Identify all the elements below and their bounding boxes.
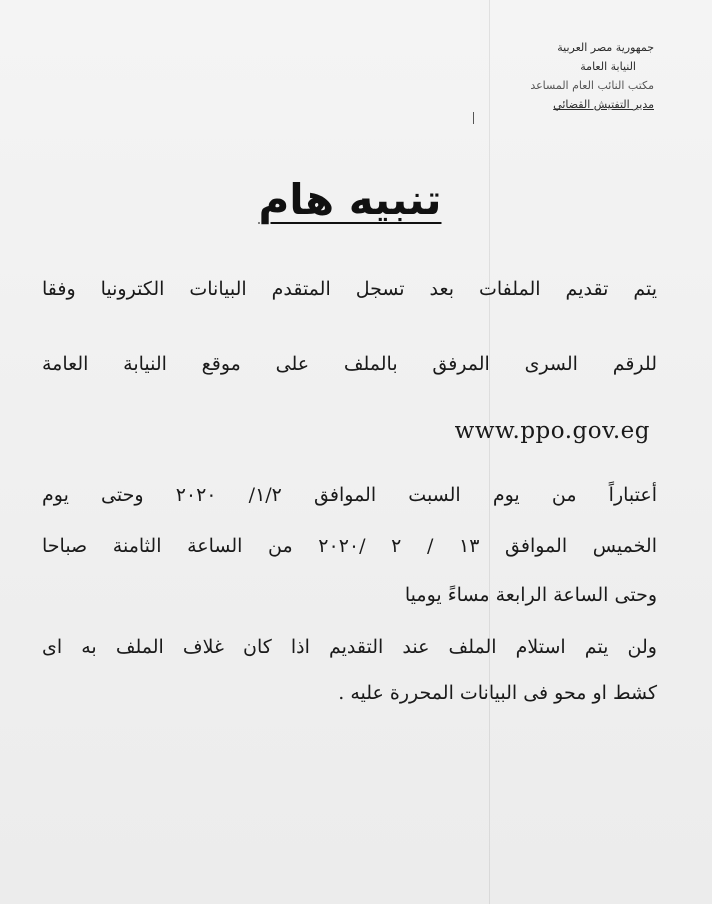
body-line-1: يتم تقديم الملفات بعد تسجل المتقدم البيانات الكترونيا وفقا: [42, 278, 657, 300]
body-line-2: للرقم السرى المرفق بالملف على موقع النيابة العامة: [42, 353, 657, 375]
body-line-5: وحتى الساعة الرابعة مساءً يوميا: [404, 584, 657, 606]
body-line-7: كشط او محو فى البيانات المحررة عليه .: [338, 682, 657, 704]
letterhead-tick-mark: [473, 112, 474, 124]
paper-fold-line: [489, 0, 490, 904]
letterhead-department: مدير التفتيش القضائي: [553, 98, 654, 111]
body-line-4: الخميس الموافق ١٣ / ٢ /٢٠٢٠ من الساعة الثامنة صباحا: [42, 535, 657, 557]
letterhead-authority: النيابة العامة: [580, 60, 636, 73]
body-line-3: أعتباراً من يوم السبت الموافق ١/٢/ ٢٠٢٠ وحتى يوم: [42, 484, 657, 506]
notice-title: تنبيه هام: [258, 175, 442, 224]
letterhead-country: جمهورية مصر العربية: [557, 41, 654, 54]
body-line-6: ولن يتم استلام الملف عند التقديم اذا كان غلاف الملف به اى: [42, 636, 657, 658]
website-url: www.ppo.gov.eg: [454, 418, 650, 444]
letterhead-office: مكتب النائب العام المساعد: [530, 79, 654, 92]
letterhead: [434, 38, 654, 114]
